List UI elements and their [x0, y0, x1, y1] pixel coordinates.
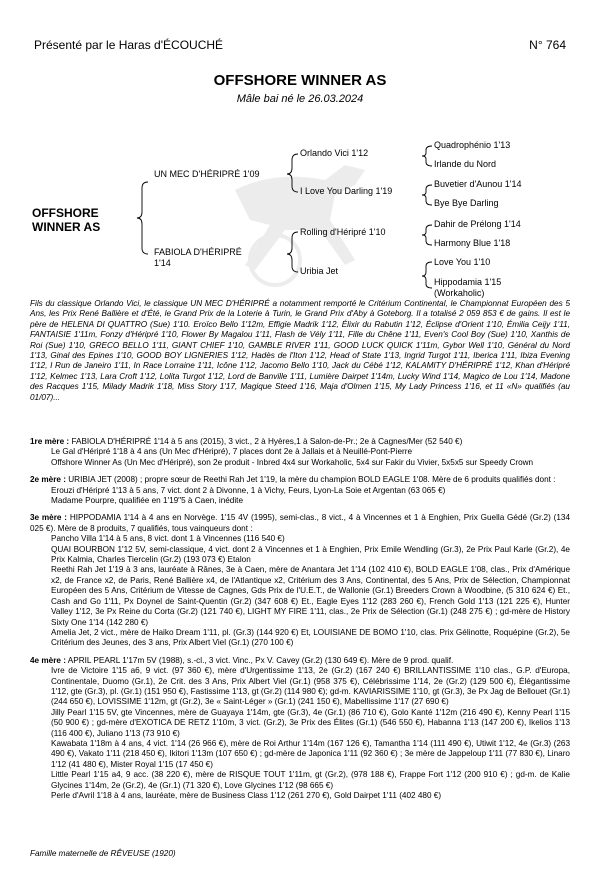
section-line: HIPPODAMIA 1'14 à 4 ans en Norvège. 1'15 4V (1995), semi-clas., 8 vict., 4 à Vincennes et 1 à Enghien, Prix Guella Gédé (Gr.2) (134 025 €). Mère de 8 produits, 7 qualifiés, tous vainqueurs dont :	[30, 513, 570, 533]
dam	[154, 247, 242, 269]
ssd: Irlande du Nord	[434, 159, 497, 169]
section-line: Amelia Jet, 2 vict., mère de Haiko Dream 1'11, pl. (Gr.3) (144 920 €) Et, LOUISIANE DE BOMO 1'10, clas. Prix Gélinotte, Roquépine (Gr.2), 5e Critérium des Jeunes, des 3 ans, Prix Albert Viel (Gr.1) (270 100 €)	[51, 627, 570, 648]
section-line: FABIOLA D'HÉRIPRÉ 1'14 à 5 ans (2015), 3 vict., 2 à Hyères,1 à Salon-de-Pr.; 2e à Cagnes/Mer (52 540 €)	[71, 437, 463, 446]
section-label: 1re mère :	[30, 437, 70, 446]
ddd-line2: (Workaholic)	[434, 288, 485, 298]
section-label: 4e mère :	[30, 655, 66, 665]
section-line: APRIL PEARL 1'17m 5V (1988), s.-cl., 3 vict. Vinc., Px V. Cavey (Gr.2) (130 649 €). Mère de 9 prod. qualif.	[67, 655, 454, 665]
presenter-text: Présenté par le Haras d'ÉCOUCHÉ	[34, 38, 224, 52]
ddd-line1: Hippodamia 1'15	[434, 277, 502, 287]
dds: Love You 1'10	[434, 257, 491, 267]
section-4	[30, 656, 570, 802]
section-3	[30, 513, 570, 648]
section-line: Le Gal d'Héripré 1'18 à 4 ans (Un Mec d'Héripré), 7 places dont 2e à Jallais et à Neuillé-Pont-Pierre	[51, 447, 413, 457]
dam-sire: Rolling d'Héripré 1'10	[300, 227, 386, 237]
sire-sire: Orlando Vici 1'12	[300, 148, 369, 158]
dss: Dahir de Prélong 1'14	[434, 219, 521, 229]
maternal-family-footer: Famille maternelle de RÊVEUSE (1920)	[30, 849, 176, 858]
sds: Buvetier d'Aunou 1'14	[434, 179, 522, 189]
pedigree-subject	[32, 206, 100, 234]
section-label: 2e mère :	[30, 475, 66, 485]
dsd: Harmony Blue 1'18	[434, 238, 511, 248]
section-line: Pancho Villa 1'14 à 5 ans, 8 vict. dont 1 à Vincennes (116 540 €)	[51, 534, 285, 544]
section-line: Reethi Rah Jet 1'19 à 3 ans, lauréate à Rânes, 3e à Caen, mère de Anantara Jet 1'14 (102 410 €), BOLD EAGLE 1'08, clas., Prix d'Amérique x2, de France x2, de Paris, René Ballière x4, de l'Atlantique x2, Critérium des 3 Ans, Continental, des 5 Ans, Prix de Sélection, Championnat Européen des 5 Ans, Critérium de Vitesse de Cagnes, Gds Prix de l'U.E.T., de Wallonie (Gr.1) Breeders Crown à Woodbine, (5 310 624 €) Et., Cash and Go 1'11, Px Doynel de Saint-Quentin (Gr.2) (347 608 €) Et., Eagle Eyes 1'12 (283 260 €), French Gold 1'13 (121 225 €), Hunter Valley 1'12, 3e Px Reine du Corta (Gr.2) (121 740 €), LIGHT MY FIRE 1'11, clas., 2e Prix de Sélection (Gr.1) (248 275 €) ; gd-mère de History Sixty One 1'14 (142 280 €)	[51, 565, 570, 627]
lot-number: N° 764	[529, 38, 566, 52]
section-line: Jilly Pearl 1'15 5V, gte Vincennes, mère de Guayaya 1'14m, gte (Gr.3), 4e (Gr.1) (86 710 €), Golo Kanté 1'12m (216 490 €), Kenny Pearl 1'15 (50 900 €) ; gd-mère d'EXOTICA DE RETZ 1'10m, 3 vict. (Gr.2), 3e Prix des Élites (Gr.1) (546 550 €), Habanna 1'13 (147 200 €), Ikelios 1'13 (116 400 €), Juliano 1'13 (73 910 €)	[51, 707, 570, 738]
ddd	[434, 277, 501, 299]
section-line: Offshore Winner As (Un Mec d'Héripré), son 2e produit - Inbred 4x4 sur Workaholic, 5x4 sur Fakir du Vivier, 5x5x5 sur Speedy Crown	[51, 457, 534, 467]
sss: Quadrophénio 1'13	[434, 140, 511, 150]
maternal-family	[30, 437, 570, 801]
section-line: QUAI BOURBON 1'12 5V, semi-classique, 4 vict. dont 2 à Vincennes et 1 à Enghien, Prix Emile Wendling (Gr.3), 2e Prix Paul Karle (Gr.2), 4e Prix Kalmia, Charles Tiercelin (Gr.2) (193 073 €) Etalon	[51, 544, 570, 565]
sire-description: Fils du classique Orlando Vici, le classique UN MEC D'HÉRIPRÉ a notamment remporté le Critérium Continental, le Championnat Européen des 5 Ans, les Prix René Ballière et d'Été, le Grand Prix de la Loterie à Turin, le Grand Prix d'Aby à Goteborg. Il a totalisé 2 059 853 € de gains. Il est le père de HELENA DI QUATTRO (Sue) 1'10. Eroïco Bello 1'12m, Effigie Madrik 1'12, Élixir du Rabutin 1'12, Éclipse d'Orient 1'10, Émilia Ceijy 1'11, FANTAISIE 1'11m, Fonzy d'Héripré 1'10, Flower By Magalou 1'11, Flash de Vély 1'11, Fille du Chêne 1'11, Even's Cool Boy (Sue) 1'10, Xanthis de Roi (Sue) 1'10, GRECO BELLO 1'11, GIANT CHIEF 1'10, GAMBLE RIVER 1'11, GOOD LUCK QUICK 1'11m, Gybor Well 1'10, Général du Nord 1'13, Ginal des Epines 1'10, GOOD BOY LIGNERIES 1'12, Hadès de l'Iton 1'12, Head of State 1'13, Ingrid Turgot 1'11, Iberica 1'11, Ibiza Evening 1'12, I Run de Janeiro 1'11, In Race Lorraine 1'11, Icône 1'12, Jacomo Bello 1'10, Jack du Cébé 1'12, KALAMITY D'HÉRIPRÉ 1'12, Khan d'Héripré 1'12, Kelmec 1'13, Lara Croft 1'12, Lolita Turgot 1'12, Lord de Banville 1'11, Lumière Dairpet 1'14m, Lucky Wind 1'14, Magico de Lou 1'14, Madone des Racques 1'15, Milady Madrik 1'18, Miss Story 1'17, Magique Steed 1'16, Maja d'Olmen 1'15, My Lady Princess 1'16, et 11 «N» qualifiés (au 01/07)...	[30, 299, 570, 402]
dam-line2: 1'14	[154, 258, 171, 268]
subject-name-line1: OFFSHORE	[32, 206, 99, 220]
section-1	[30, 437, 570, 468]
section-line: Perle d'Avril 1'18 à 4 ans, lauréate, mère de Business Class 1'12 (261 270 €), Gold Dairpet 1'11 (402 480 €)	[51, 791, 442, 800]
dam-dam: Uribia Jet	[300, 266, 339, 276]
sdd: Bye Bye Darling	[434, 198, 499, 208]
section-2	[30, 475, 570, 506]
horse-title: OFFSHORE WINNER AS	[213, 72, 387, 89]
section-line: Ivre de Victoire 1'15 a6, 9 vict. (97 360 €), mère d'Urgentissime 1'13, 2e (Gr.2) (167 240 €) BRILLANTISSIME 1'10 clas., G.P. d'Europa, Continentale, Duomo (Gr.1), 2e Crit. des 3 Ans, Prix Albert Viel (Gr.1) (958 375 €), Célébrissime 1'14, 2e (Gr.2) (129 500 €), Élégantissime 1'12, gte (Gr.3), pl. (Gr.1) (151 950 €), Fastissime 1'13, gt (Gr.2) (114 980 €); gd-m. KAVIARISSIME 1'10, gt (Gr.3), 3e Px Jag de Bellouet (Gr.1) (244 650 €), LOVISSIME 1'12m, gt (Gr.2), 3e « Saint-Léger » (Gr.1) (241 150 €), Mabellissime 1'17 (27 690 €)	[51, 666, 570, 707]
section-line: Kawabata 1'18m à 4 ans, 4 vict. 1'14 (26 966 €), mère de Roi Arthur 1'14m (167 126 €), Tamantha 1'14 (111 490 €), Utiwit 1'12, 4e (Gr.3) (263 490 €), Vakato 1'11 (218 450 €), Ikitori 1'13m (107 650 €) ; gd-mère de Japonica 1'11 (92 360 €) ; 3e mère de Jappeloup 1'11 (77 830 €), Linaro 1'12 (41 480 €), Mister Royal 1'15 (17 450 €)	[51, 738, 570, 769]
section-line: Erouzi d'Héripré 1'13 à 5 ans, 7 vict. dont 2 à Divonne, 1 à Vichy, Feurs, Lyon-La Soie et Argentan (63 065 €)	[51, 485, 446, 495]
subject-name-line2: WINNER AS	[32, 220, 101, 234]
section-label: 3e mère :	[30, 513, 68, 523]
section-line: URIBIA JET (2008) ; propre sœur de Reethi Rah Jet 1'19, la mère du champion BOLD EAGLE 1'08. Mère de 6 produits qualifiés dont :	[68, 475, 556, 485]
section-line: Madame Pourpre, qualifiée en 1'19"5 à Caen, inédite	[51, 496, 243, 506]
dam-line1: FABIOLA D'HÉRIPRÉ	[154, 247, 242, 257]
sire: UN MEC D'HÉRIPRÉ 1'09	[154, 169, 260, 179]
section-line: Little Pearl 1'15 a4, 9 acc. (38 220 €), mère de RISQUE TOUT 1'11m, gt (Gr.2), (978 188 €), Frappe Fort 1'12 (200 910 €) ; gd-m. de Kalie Glycines 1'14m, 2e (Gr.2), 4e (Gr.1) (71 320 €), Love Glycines 1'12 (98 665 €)	[51, 770, 570, 790]
horse-subtitle: Mâle bai né le 26.03.2024	[236, 93, 364, 105]
sire-dam: I Love You Darling 1'19	[300, 186, 393, 196]
